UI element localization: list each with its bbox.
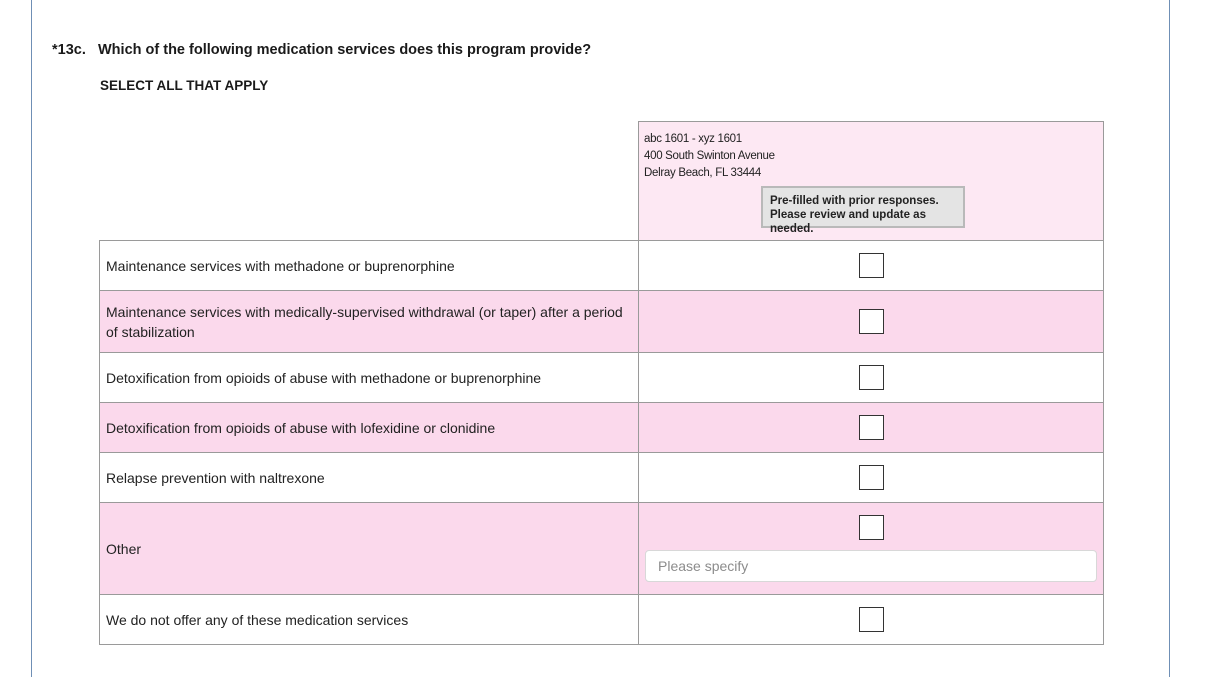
option-row bbox=[100, 353, 1104, 403]
question-heading bbox=[52, 42, 591, 58]
option-label: Maintenance services with medically-supervised withdrawal (or taper) after a period of stabilization bbox=[100, 291, 639, 353]
option-checkbox-cell bbox=[639, 241, 1104, 291]
option-checkbox[interactable] bbox=[859, 465, 884, 490]
option-label: Maintenance services with methadone or buprenorphine bbox=[100, 241, 639, 291]
content-frame-right-border bbox=[1169, 0, 1170, 677]
option-checkbox-cell bbox=[639, 503, 1104, 595]
option-checkbox-cell bbox=[639, 403, 1104, 453]
other-specify-input[interactable] bbox=[645, 550, 1097, 582]
facility-header-cell bbox=[639, 122, 1104, 241]
option-checkbox[interactable] bbox=[859, 309, 884, 334]
option-checkbox-cell bbox=[639, 595, 1104, 645]
select-all-instruction: SELECT ALL THAT APPLY bbox=[100, 78, 269, 93]
question-text: Which of the following medication services does this program provide? bbox=[98, 42, 592, 58]
option-row bbox=[100, 403, 1104, 453]
option-label: Detoxification from opioids of abuse with methadone or buprenorphine bbox=[100, 353, 639, 403]
option-row-other bbox=[100, 503, 1104, 595]
option-checkbox[interactable] bbox=[859, 607, 884, 632]
facility-name: abc 1601 - xyz 1601 bbox=[644, 133, 742, 145]
facility-address bbox=[644, 131, 775, 182]
option-label: We do not offer any of these medication services bbox=[100, 595, 639, 645]
option-row bbox=[100, 291, 1104, 353]
content-frame-left-border bbox=[31, 0, 32, 677]
grid-header-row bbox=[100, 122, 1104, 241]
facility-city: Delray Beach, FL 33444 bbox=[644, 167, 761, 179]
option-checkbox[interactable] bbox=[859, 253, 884, 278]
prefill-notice-line2: Please review and update as needed. bbox=[770, 209, 926, 235]
option-label: Detoxification from opioids of abuse with lofexidine or clonidine bbox=[100, 403, 639, 453]
question-number: *13c. bbox=[52, 42, 86, 58]
option-label: Relapse prevention with naltrexone bbox=[100, 453, 639, 503]
option-checkbox-cell bbox=[639, 353, 1104, 403]
prefill-notice bbox=[761, 186, 965, 235]
option-checkbox[interactable] bbox=[859, 365, 884, 390]
option-checkbox-cell bbox=[639, 291, 1104, 353]
option-row bbox=[100, 241, 1104, 291]
facility-street: 400 South Swinton Avenue bbox=[644, 150, 775, 162]
option-checkbox-cell bbox=[639, 453, 1104, 503]
option-label: Other bbox=[100, 503, 639, 595]
medication-services-grid bbox=[99, 121, 1104, 645]
option-checkbox[interactable] bbox=[859, 415, 884, 440]
option-row bbox=[100, 453, 1104, 503]
prefill-notice-line1: Pre-filled with prior responses. bbox=[770, 195, 939, 207]
grid-header-blank bbox=[100, 122, 639, 241]
option-checkbox[interactable] bbox=[859, 515, 884, 540]
option-row bbox=[100, 595, 1104, 645]
